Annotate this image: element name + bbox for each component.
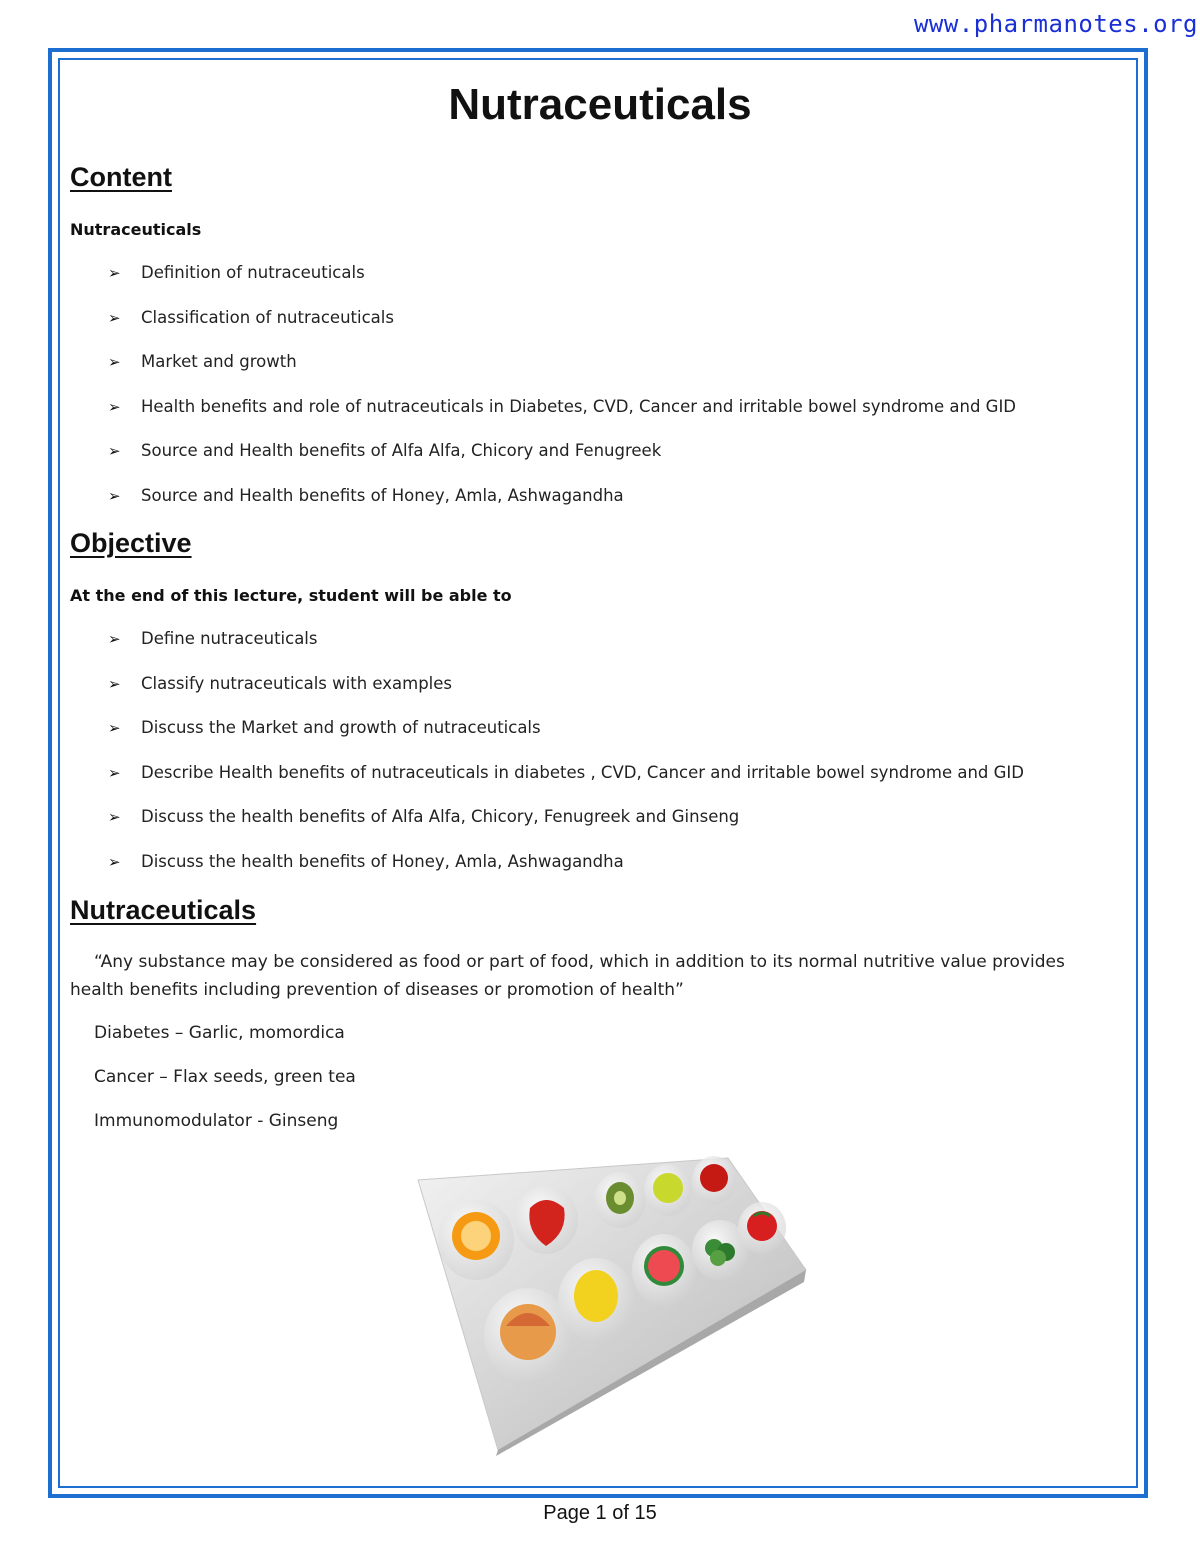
definition-text: “Any substance may be considered as food or part of food, which in addition to its normal nutritive value provides health benefits including prevention of diseases or promotion of health” [70, 952, 1065, 1000]
arrow-bullet-icon: ➢ [108, 486, 121, 505]
list-item [108, 397, 1016, 442]
arrow-bullet-icon: ➢ [108, 674, 121, 693]
arrow-bullet-icon: ➢ [108, 397, 121, 416]
list-item-text: Source and Health benefits of Alfa Alfa, Chicory and Fenugreek [141, 441, 662, 460]
arrow-bullet-icon: ➢ [108, 308, 121, 327]
example-line: Cancer – Flax seeds, green tea [94, 1067, 356, 1087]
content-heading: Content [70, 162, 172, 192]
arrow-bullet-icon: ➢ [108, 719, 121, 737]
arrow-bullet-icon: ➢ [108, 442, 121, 460]
list-item-text: Classify nutraceuticals with examples [141, 673, 453, 693]
list-item [108, 486, 1016, 531]
list-item-text: Discuss the health benefits of Honey, Amla, Ashwagandha [141, 851, 624, 871]
list-item-text: Market and growth [141, 352, 297, 371]
example-line: Immunomodulator - Ginseng [94, 1111, 339, 1131]
arrow-bullet-icon: ➢ [108, 264, 121, 282]
list-item [108, 263, 1016, 308]
list-item-text: Discuss the health benefits of Alfa Alfa, Chicory, Fenugreek and Ginseng [141, 807, 740, 826]
page-title: Nutraceuticals [448, 80, 752, 129]
list-item-text: Source and Health benefits of Honey, Amla, Ashwagandha [141, 485, 624, 505]
arrow-bullet-icon: ➢ [108, 808, 121, 826]
content-list [108, 263, 1016, 530]
fruit-blister-pack-illustration [398, 1150, 813, 1460]
list-item [108, 308, 1016, 353]
list-item [108, 763, 1024, 808]
arrow-bullet-icon: ➢ [108, 630, 121, 648]
list-item [108, 352, 1016, 397]
list-item [108, 629, 1024, 674]
page-number: Page 1 of 15 [543, 1502, 657, 1524]
list-item-text: Describe Health benefits of nutraceuticals in diabetes , CVD, Cancer and irritable bowel syndrome and GID [141, 762, 1025, 782]
content-subheading: Nutraceuticals [70, 220, 202, 239]
nutraceuticals-heading: Nutraceuticals [70, 895, 257, 925]
list-item-text: Define nutraceuticals [141, 629, 318, 648]
objective-list [108, 629, 1024, 896]
list-item [108, 807, 1024, 852]
definition-paragraph [70, 948, 1105, 1004]
objective-heading: Objective [70, 528, 192, 558]
list-item-text: Definition of nutraceuticals [141, 263, 365, 282]
site-watermark: www.pharmanotes.org [913, 10, 1198, 38]
list-item [108, 441, 1016, 486]
list-item [108, 718, 1024, 763]
example-line: Diabetes – Garlic, momordica [94, 1023, 345, 1043]
list-item-text: Discuss the Market and growth of nutraceuticals [141, 718, 541, 737]
fruit-blister-pack-image [398, 1150, 813, 1464]
arrow-bullet-icon: ➢ [108, 763, 121, 782]
list-item-text: Classification of nutraceuticals [141, 307, 394, 327]
arrow-bullet-icon: ➢ [108, 353, 121, 371]
list-item-text: Health benefits and role of nutraceuticals in Diabetes, CVD, Cancer and irritable bowel syndrome and GID [141, 396, 1017, 416]
list-item [108, 852, 1024, 897]
arrow-bullet-icon: ➢ [108, 852, 121, 871]
objective-intro: At the end of this lecture, student will be able to [70, 586, 512, 605]
list-item [108, 674, 1024, 719]
